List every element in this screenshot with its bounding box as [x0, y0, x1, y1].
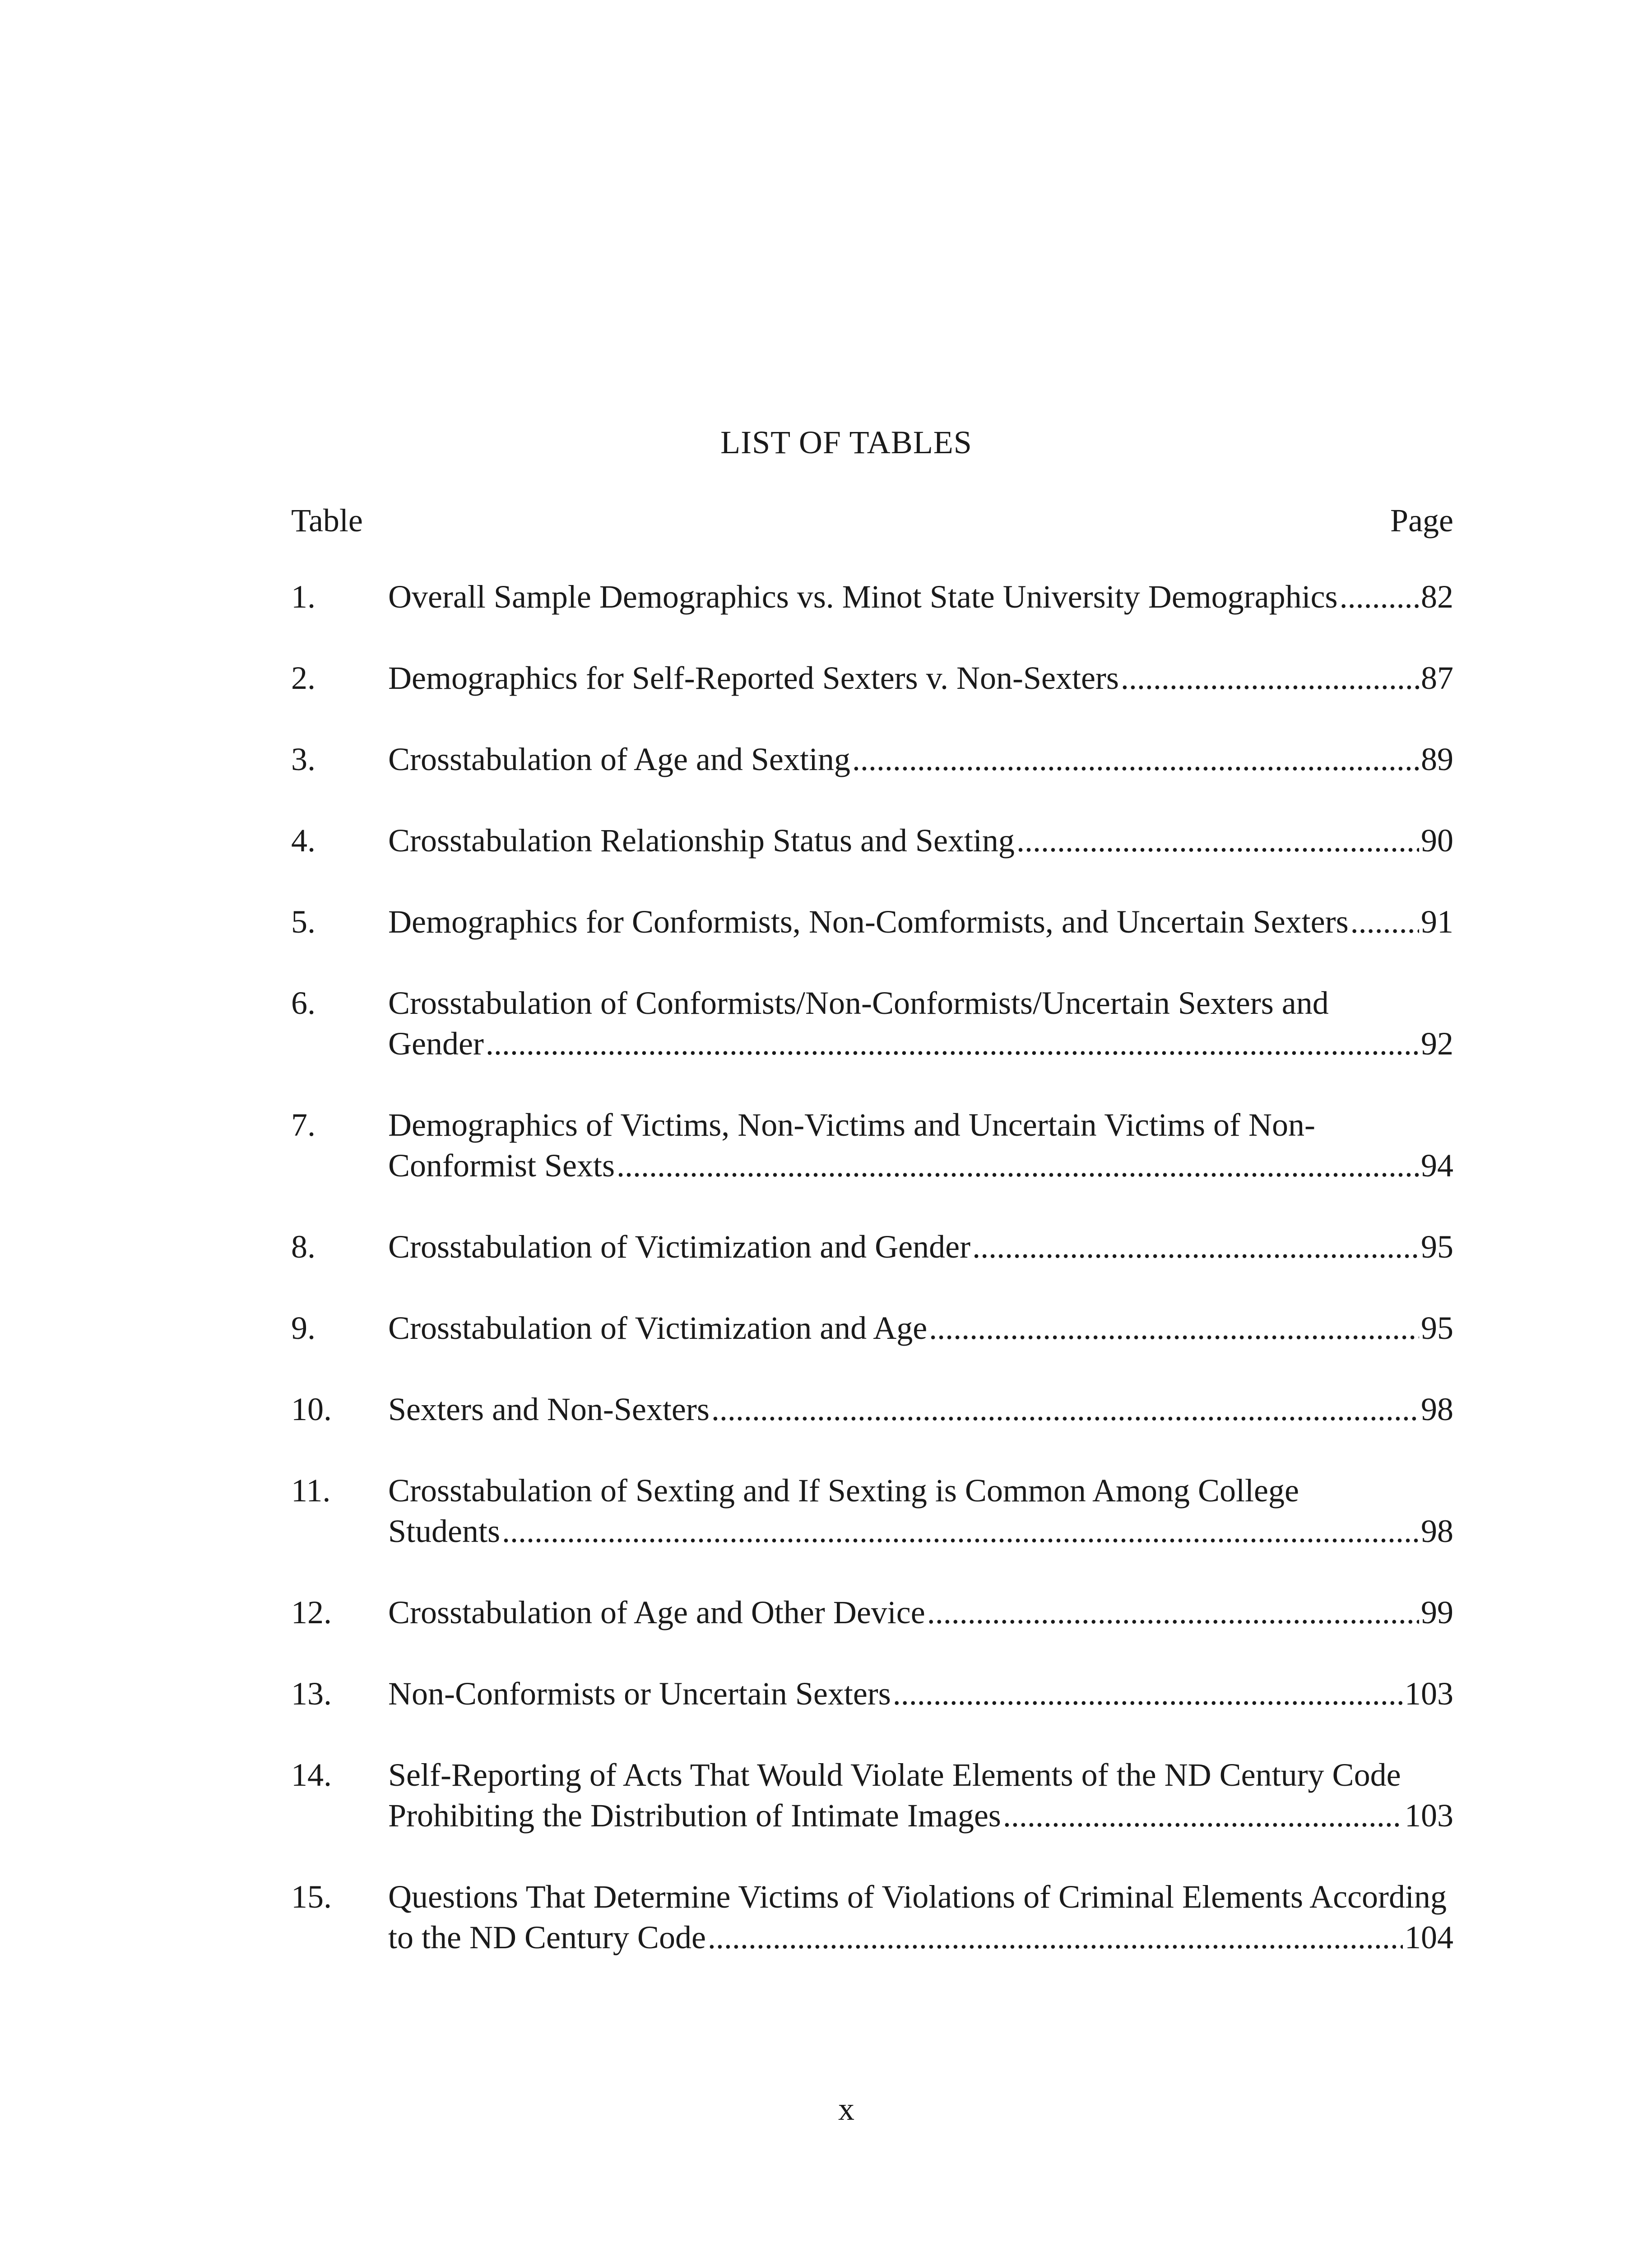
list-item	[291, 1226, 1453, 1267]
table-title-last-line	[388, 1592, 1453, 1633]
table-title-last-line	[388, 1511, 1453, 1551]
table-number: 3.	[291, 741, 316, 777]
page-reference: 103	[1405, 1797, 1453, 1834]
dot-leader	[711, 1389, 1419, 1430]
list-item	[291, 983, 1453, 1064]
table-title-line: Crosstabulation of Conformists/Non-Conformists/Uncertain Sexters and	[388, 985, 1329, 1021]
page-reference: 87	[1421, 660, 1453, 696]
page-reference: 94	[1421, 1147, 1453, 1184]
table-number: 9.	[291, 1310, 316, 1346]
dot-leader	[852, 739, 1419, 780]
table-number: 11.	[291, 1472, 331, 1509]
table-title-last-line	[388, 658, 1453, 698]
table-title-last-line	[388, 1226, 1453, 1267]
table-entry-body	[388, 1105, 1453, 1186]
table-list	[291, 576, 1453, 1998]
table-title-line: Crosstabulation of Victimization and Gender	[388, 1229, 971, 1265]
page-title: LIST OF TABLES	[720, 424, 972, 460]
table-title-last-line	[388, 1389, 1453, 1430]
list-item	[291, 1755, 1453, 1836]
table-title-line: Crosstabulation of Victimization and Age	[388, 1310, 928, 1346]
dot-leader	[502, 1511, 1419, 1551]
table-number: 13.	[291, 1676, 332, 1712]
page-reference: 103	[1405, 1676, 1453, 1712]
table-title-line: Demographics for Self-Reported Sexters v. Non-Sexters	[388, 660, 1119, 696]
dot-leader	[972, 1226, 1419, 1267]
list-item	[291, 1673, 1453, 1714]
table-entry-body	[388, 901, 1453, 942]
table-title-line: Crosstabulation Relationship Status and Sexting	[388, 822, 1015, 859]
list-item	[291, 658, 1453, 698]
dot-leader	[708, 1917, 1403, 1958]
list-item	[291, 1105, 1453, 1186]
table-title-line: Overall Sample Demographics vs. Minot State University Demographics	[388, 579, 1338, 615]
list-item	[291, 1876, 1453, 1958]
table-title-line: Crosstabulation of Age and Other Device	[388, 1594, 925, 1630]
table-entry-body	[388, 1389, 1453, 1430]
table-title-last-line	[388, 1673, 1453, 1714]
table-number: 4.	[291, 822, 316, 859]
table-title-last-line	[388, 1023, 1453, 1064]
page-reference: 89	[1421, 741, 1453, 777]
table-title-last-line	[388, 901, 1453, 942]
list-item	[291, 901, 1453, 942]
page-reference: 82	[1421, 579, 1453, 615]
dot-leader	[617, 1145, 1419, 1186]
table-title-line: Demographics of Victims, Non-Victims and Uncertain Victims of Non-	[388, 1107, 1315, 1143]
page-reference: 91	[1421, 904, 1453, 940]
table-entry-body	[388, 1592, 1453, 1633]
dot-leader	[486, 1023, 1419, 1064]
table-entry-body	[388, 739, 1453, 780]
table-entry-body	[388, 1755, 1453, 1836]
table-title-line: Prohibiting the Distribution of Intimate Images	[388, 1797, 1001, 1834]
list-item	[291, 739, 1453, 780]
table-title-last-line	[388, 1145, 1453, 1186]
table-title-line: Non-Conformists or Uncertain Sexters	[388, 1676, 891, 1712]
page-reference: 95	[1421, 1229, 1453, 1265]
page-number: x	[838, 2091, 854, 2127]
table-title-line: Gender	[388, 1026, 484, 1062]
dot-leader	[1016, 820, 1419, 861]
dot-leader	[1121, 658, 1419, 698]
table-entry-body	[388, 983, 1453, 1064]
table-title-line: Self-Reporting of Acts That Would Violate Elements of the ND Century Code	[388, 1757, 1401, 1793]
table-number: 5.	[291, 904, 316, 940]
list-item	[291, 1308, 1453, 1348]
page-reference: 92	[1421, 1026, 1453, 1062]
table-title-line: Demographics for Conformists, Non-Comformists, and Uncertain Sexters	[388, 904, 1349, 940]
table-entry-body	[388, 658, 1453, 698]
page-reference: 99	[1421, 1594, 1453, 1630]
table-number: 6.	[291, 985, 316, 1021]
table-number: 15.	[291, 1879, 332, 1915]
dot-leader	[1003, 1795, 1403, 1836]
table-title-last-line	[388, 576, 1453, 617]
table-number: 12.	[291, 1594, 332, 1630]
table-title-line: Sexters and Non-Sexters	[388, 1391, 710, 1427]
table-title-last-line	[388, 1308, 1453, 1348]
table-title-line: Crosstabulation of Age and Sexting	[388, 741, 850, 777]
page-reference: 90	[1421, 822, 1453, 859]
table-title-line: Questions That Determine Victims of Violations of Criminal Elements According	[388, 1879, 1447, 1915]
page-reference: 98	[1421, 1391, 1453, 1427]
list-item	[291, 576, 1453, 617]
table-title-last-line	[388, 820, 1453, 861]
table-entry-body	[388, 820, 1453, 861]
page-reference: 98	[1421, 1513, 1453, 1549]
page-column-header: Page	[1390, 502, 1453, 539]
dot-leader	[1340, 576, 1419, 617]
list-item	[291, 1389, 1453, 1430]
dot-leader	[1350, 901, 1419, 942]
table-title-line: Crosstabulation of Sexting and If Sexting is Common Among College	[388, 1472, 1299, 1509]
table-title-line: Conformist Sexts	[388, 1147, 615, 1184]
table-number: 8.	[291, 1229, 316, 1265]
table-entry-body	[388, 1876, 1453, 1958]
page-reference: 95	[1421, 1310, 1453, 1346]
table-number: 2.	[291, 660, 316, 696]
list-item	[291, 820, 1453, 861]
table-title-last-line	[388, 1795, 1453, 1836]
table-title-last-line	[388, 1917, 1453, 1958]
table-entry-body	[388, 1673, 1453, 1714]
dot-leader	[927, 1592, 1419, 1633]
table-entry-body	[388, 576, 1453, 617]
dot-leader	[893, 1673, 1403, 1714]
table-column-header: Table	[291, 502, 363, 539]
table-number: 14.	[291, 1757, 332, 1793]
table-title-line: Students	[388, 1513, 501, 1549]
table-entry-body	[388, 1226, 1453, 1267]
list-item	[291, 1592, 1453, 1633]
table-entry-body	[388, 1470, 1453, 1551]
list-item	[291, 1470, 1453, 1551]
table-number: 10.	[291, 1391, 332, 1427]
dot-leader	[929, 1308, 1419, 1348]
table-entry-body	[388, 1308, 1453, 1348]
table-title-line: to the ND Century Code	[388, 1919, 706, 1955]
page-reference: 104	[1405, 1919, 1453, 1955]
table-number: 1.	[291, 579, 316, 615]
table-title-last-line	[388, 739, 1453, 780]
table-number: 7.	[291, 1107, 316, 1143]
